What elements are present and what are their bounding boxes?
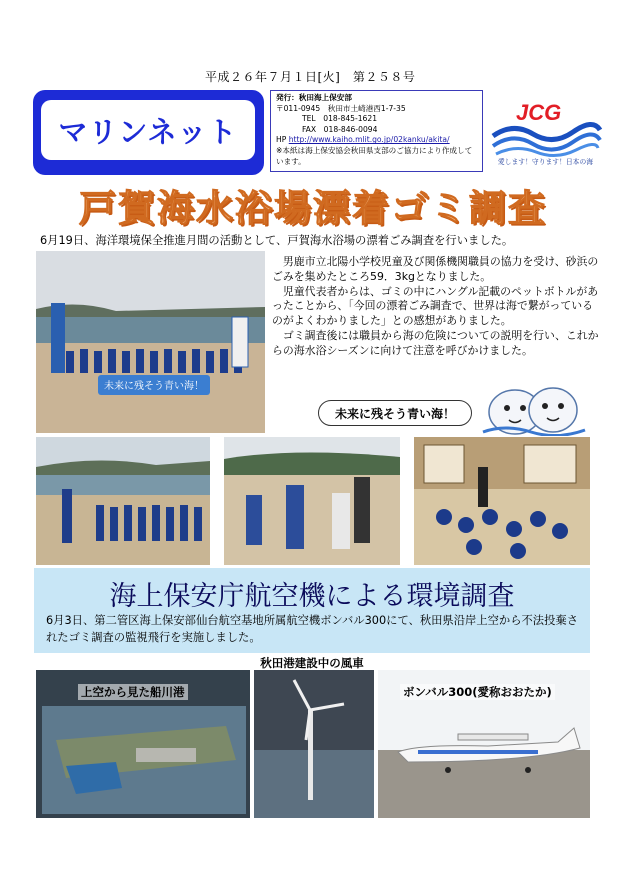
jcg-slogan: 愛します！守ります！日本の海 bbox=[497, 158, 594, 166]
plane-photo-caption: ボンバル300(愛称おおたか) bbox=[400, 684, 555, 700]
funakawa-port-aerial-photo bbox=[36, 670, 250, 818]
slogan-bubble: 未来に残そう青い海！ bbox=[318, 400, 472, 426]
publisher-tel: TEL 018-845-1621 bbox=[302, 114, 378, 124]
publisher-note: ※本紙は海上保安協会秋田県支部のご協力により作成しています。 bbox=[276, 145, 473, 166]
article1-paragraph: 児童代表者からは、ゴミの中にハングル記載のペットボトルがあったことから、「今回の漂着ごみ調査で、世界は海で繋がっているのがよくわかりました」との感想がありました。 bbox=[272, 284, 599, 328]
jcg-logo-text: JCG bbox=[516, 100, 562, 125]
garbage-collection-photo bbox=[224, 437, 400, 565]
article2-headline: 海上保安庁航空機による環境調査 bbox=[109, 581, 515, 612]
publisher-info bbox=[270, 90, 483, 172]
port-photo-caption: 上空から見た船川港 bbox=[78, 684, 188, 700]
publisher-url-link[interactable]: http://www.kaiho.mlit.go.jp/02kanku/akita/ bbox=[288, 135, 450, 145]
indoor-talk-photo bbox=[414, 437, 590, 565]
briefing-photo bbox=[36, 437, 210, 565]
article1-headline: 戸賀海水浴場漂着ゴミ調査 bbox=[79, 187, 547, 230]
masthead-logo bbox=[33, 90, 264, 175]
article2-intro: 6月3日、第二管区海上保安部仙台航空基地所属航空機ボンバル300にて、秋田県沿岸上空から不法投棄されたゴミ調査の監視飛行を実施しました。 bbox=[46, 614, 578, 644]
hp-label: HP bbox=[276, 135, 287, 145]
wind-turbine-photo bbox=[254, 670, 374, 818]
publisher-name: 発行：秋田海上保安部 bbox=[276, 93, 352, 102]
newsletter-title: マリンネット bbox=[58, 114, 238, 149]
issue-date-number: 平成２６年７月１日[火] 第２５８号 bbox=[205, 70, 416, 84]
publisher-fax: FAX 018-846-0094 bbox=[302, 124, 378, 134]
article1-body bbox=[272, 255, 602, 359]
seal-mascots-icon bbox=[475, 384, 587, 436]
article1-paragraph: ゴミ調査後には職員から海の危険についての説明を行い、これからの海水浴シーズンに向けて注意を呼びかけました。 bbox=[272, 328, 599, 357]
article1-paragraph: 男鹿市立北陽小学校児童及び関係機関職員の協力を受け、砂浜のごみを集めたところ59．3kgとなりました。 bbox=[272, 255, 599, 283]
beach-group-photo bbox=[36, 251, 265, 433]
bombardier-plane-photo bbox=[378, 670, 590, 818]
beach-banner-text: 未来に残そう青い海！ bbox=[104, 381, 204, 392]
publisher-address: 〒011-0945 秋田市土崎港西1-7-35 bbox=[276, 103, 406, 113]
article1-intro: 6月19日、海洋環境保全推進月間の活動として、戸賀海水浴場の漂着ごみ調査を行いました。 bbox=[40, 234, 514, 247]
wind-turbine-caption: 秋田港建設中の風車 bbox=[260, 656, 364, 670]
